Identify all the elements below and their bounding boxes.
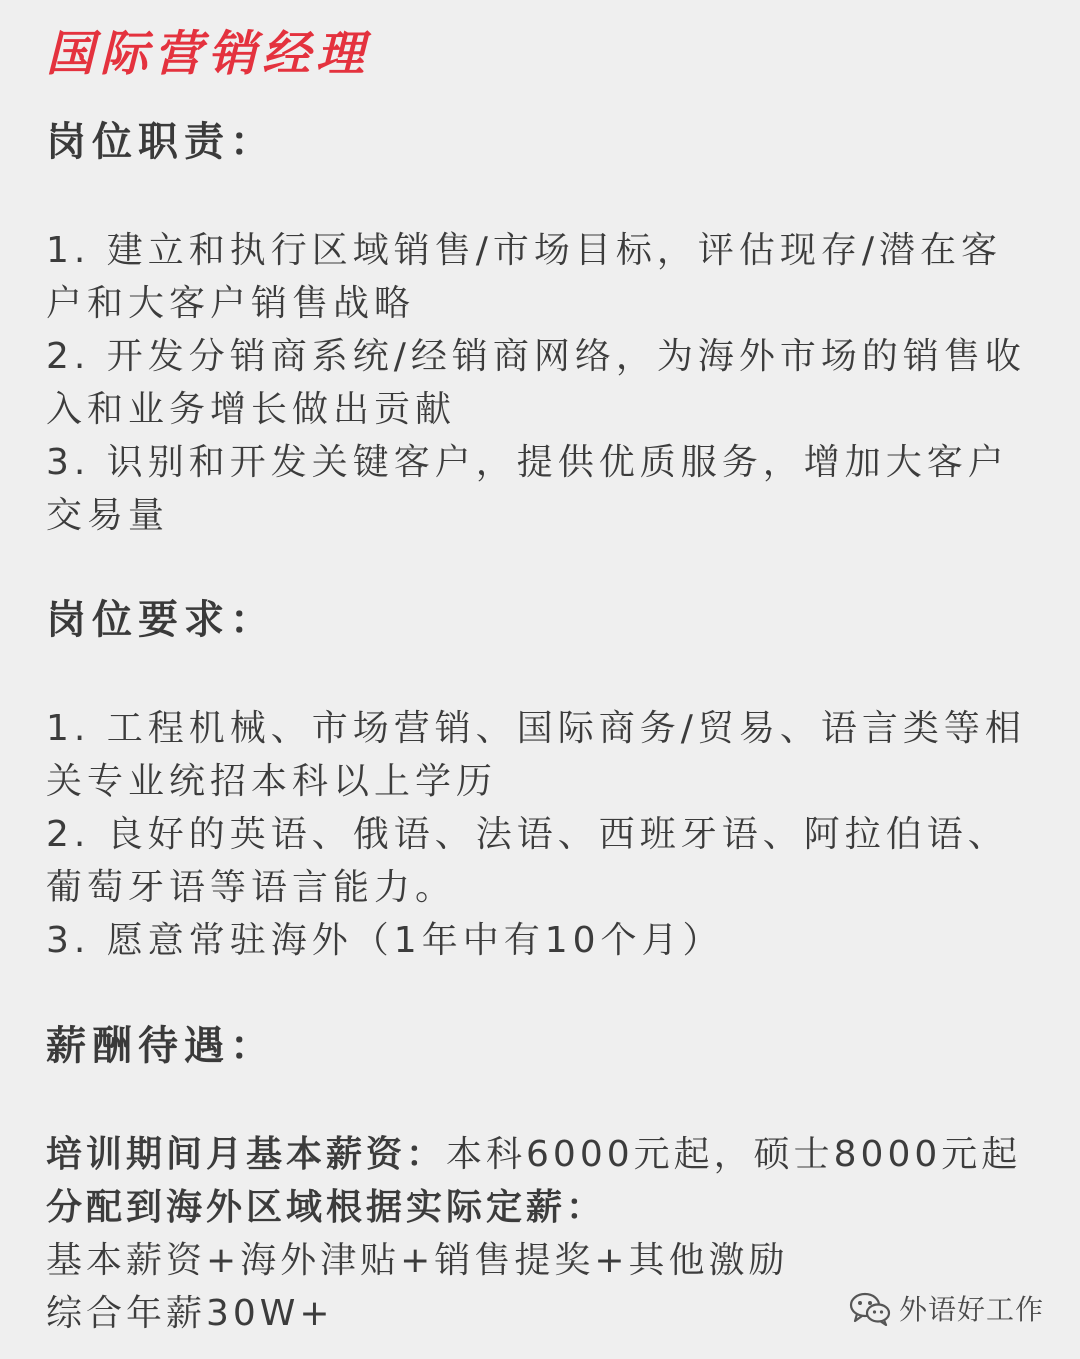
watermark-text: 外语好工作	[898, 1293, 1044, 1326]
assignment-salary-label: 分配到海外区域根据实际定薪：	[46, 1187, 607, 1228]
training-salary-value: 本科6000元起，硕士8000元起	[446, 1134, 1022, 1175]
compensation-heading: 薪酬待遇：	[46, 1023, 276, 1069]
job-title: 国际营销经理	[46, 26, 371, 82]
responsibilities-heading: 岗位职责：	[46, 119, 276, 165]
responsibility-item-1: 1. 建立和执行区域销售/市场目标，评估现存/潜在客户和大客户销售战略	[46, 230, 1003, 324]
requirement-item-2: 2. 良好的英语、俄语、法语、西班牙语、阿拉伯语、葡萄牙语等语言能力。	[46, 814, 1009, 908]
training-salary-label: 培训期间月基本薪资：	[46, 1134, 447, 1175]
salary-package: 基本薪资+海外津贴+销售提奖+其他激励	[46, 1240, 789, 1281]
wechat-watermark	[849, 1288, 1044, 1328]
responsibility-item-3: 3. 识别和开发关键客户，提供优质服务，增加大客户交易量	[46, 442, 1009, 536]
annual-salary: 综合年薪30W+	[46, 1293, 334, 1334]
requirement-item-3: 3. 愿意常驻海外（1年中有10个月）	[46, 920, 724, 961]
requirements-heading: 岗位要求：	[46, 597, 276, 643]
requirement-item-1: 1. 工程机械、市场营销、国际商务/贸易、语言类等相关专业统招本科以上学历	[46, 708, 1026, 802]
training-salary-line	[46, 1128, 1036, 1181]
responsibility-item-2: 2. 开发分销商系统/经销商网络，为海外市场的销售收入和业务增长做出贡献	[46, 336, 1026, 430]
responsibilities-list	[46, 224, 1036, 542]
wechat-icon	[849, 1290, 891, 1326]
requirements-list	[46, 702, 1036, 967]
